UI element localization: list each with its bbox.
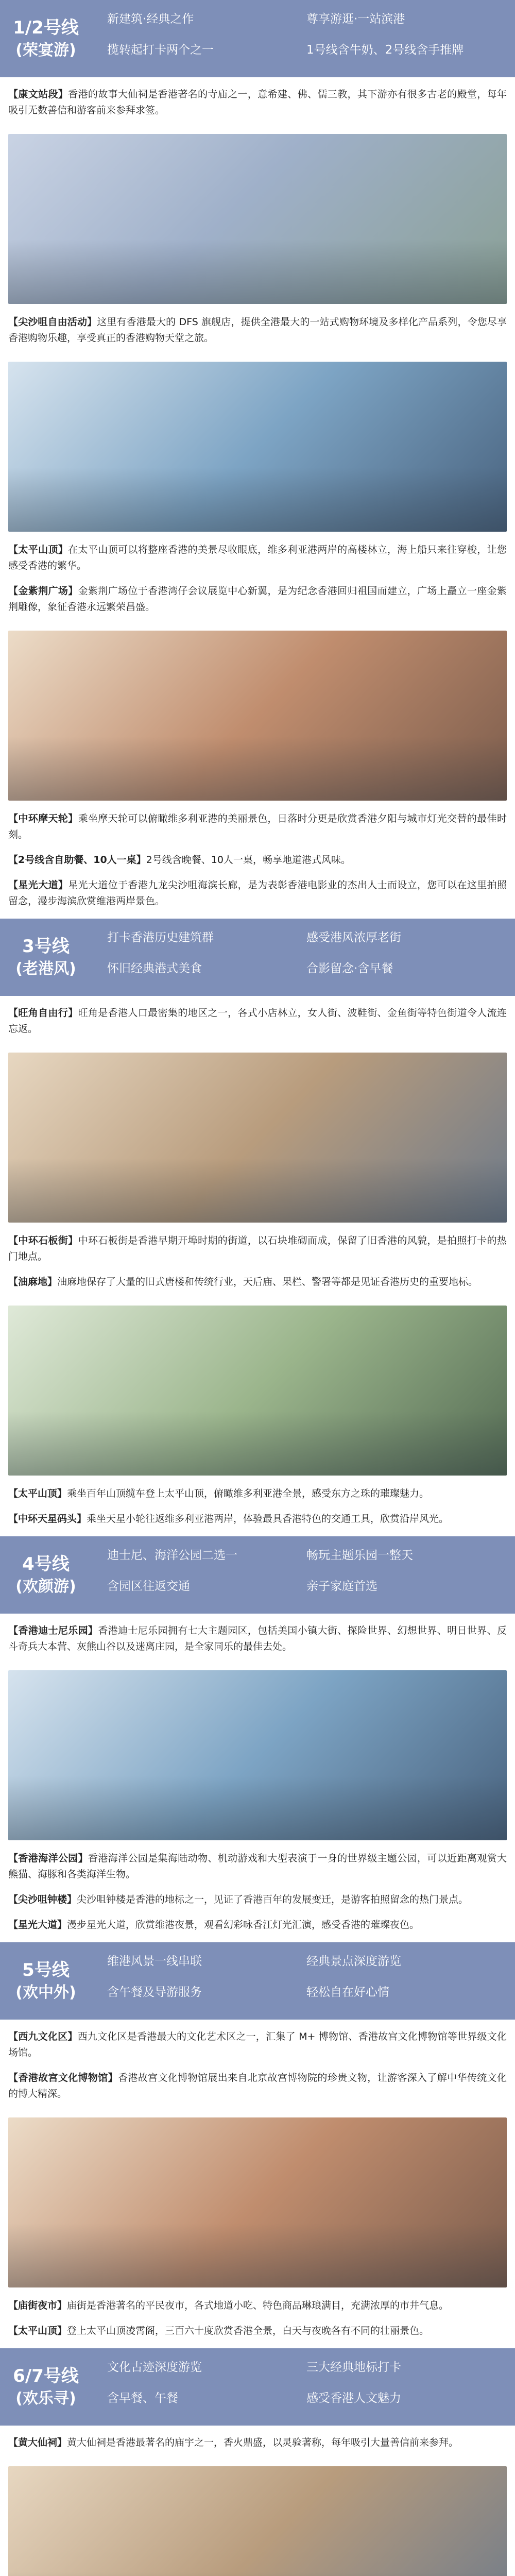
route-number: 3号线	[22, 936, 70, 957]
spot-name: 【中环摩天轮】	[8, 813, 78, 824]
route-tag: 畅玩主题乐园一整天	[306, 1549, 413, 1562]
route-tag: 合影留念·含早餐	[306, 962, 393, 975]
spot	[0, 1623, 515, 1664]
spot-name: 【西九文化区】	[8, 2031, 78, 2042]
route-number: 1/2号线	[13, 17, 79, 38]
spot-photo	[8, 1306, 507, 1476]
spot-text: 乘坐天星小轮往返维多利亚港两岸，体验最具香港特色的交通工具，欣赏沿岸风光。	[87, 1513, 449, 1524]
spot-name: 【旺角自由行】	[8, 1007, 78, 1019]
spot-text: 旺角是香港人口最密集的地区之一，各式小店林立，女人街、波鞋街、金鱼街等特色街道令人流连忘返。	[8, 1007, 507, 1035]
spot-name: 【香港故宫文化博物馆】	[8, 2072, 118, 2083]
spot-name: 【太平山顶】	[8, 544, 68, 555]
spot-paragraph	[8, 542, 507, 574]
spot-paragraph	[8, 2435, 507, 2451]
spot-text: 尖沙咀钟楼是香港的地标之一，见证了香港百年的发展变迁，是游客拍照留念的热门景点。	[77, 1894, 469, 1905]
route-tags	[92, 0, 515, 77]
spot-text: 乘坐摩天轮可以俯瞰维多利亚港的美丽景色，日落时分更是欣赏香港夕阳与城市灯光交替的最佳时刻。	[8, 813, 507, 840]
spot-photo	[8, 1670, 507, 1840]
spot-text: 香港迪士尼乐园拥有七大主题园区，包括美国小镇大街、探险世界、幻想世界、明日世界、反斗奇兵大本营、灰熊山谷以及迷离庄园，是全家同乐的最佳去处。	[8, 1625, 507, 1652]
spot-paragraph	[8, 811, 507, 843]
route-tags	[92, 1942, 515, 2020]
route-label	[0, 1536, 92, 1614]
spot-name: 【尖沙咀自由活动】	[8, 316, 97, 328]
spot	[0, 2435, 515, 2460]
spot	[0, 583, 515, 624]
route-section	[0, 1536, 515, 1942]
spot-paragraph	[8, 1233, 507, 1265]
route-section	[0, 919, 515, 1536]
route-tag: 含早餐、午餐	[107, 2392, 178, 2405]
route-tag: 经典景点深度游览	[306, 1955, 401, 1968]
route-tag: 三大经典地标打卡	[306, 2361, 401, 2374]
spot	[0, 1851, 515, 1892]
route-header	[0, 0, 515, 77]
route-tag: 迪士尼、海洋公园二选一	[107, 1549, 237, 1562]
spot-photo	[8, 1053, 507, 1223]
route-tag: 打卡香港历史建筑群	[107, 931, 214, 944]
route-tag: 含园区往返交通	[107, 1580, 190, 1593]
spot	[0, 852, 515, 877]
spot	[0, 2323, 515, 2348]
spot-paragraph	[8, 2323, 507, 2339]
spot-text: 星光大道位于香港九龙尖沙咀海滨长廊，是为表彰香港电影业的杰出人士而设立，您可以在这里拍照留念，漫步海滨欣赏维港两岸景色。	[8, 879, 507, 907]
spot-name: 【金紫荆广场】	[8, 585, 78, 597]
route-number: 4号线	[22, 1553, 70, 1574]
spot	[0, 811, 515, 852]
route-tags	[92, 919, 515, 996]
spot-text: 登上太平山顶凌霄阁，三百六十度欣赏香港全景，白天与夜晚各有不同的壮丽景色。	[67, 2325, 430, 2336]
spot-text: 香港海洋公园是集海陆动物、机动游戏和大型表演于一身的世界级主题公园，可以近距离观赏大熊猫、海豚和各类海洋生物。	[8, 1853, 507, 1880]
spot-text: 庙街是香港著名的平民夜市，各式地道小吃、特色商品琳琅满目，充满浓厚的市井气息。	[67, 2300, 449, 2311]
spot	[0, 1486, 515, 1511]
route-number: 6/7号线	[13, 2365, 79, 2386]
route-section	[0, 1942, 515, 2348]
spot	[0, 1005, 515, 1046]
route-tag: 文化古迹深度游览	[107, 2361, 202, 2374]
spot-text: 香港故宫文化博物馆展出来自北京故宫博物院的珍贵文物，让游客深入了解中华传统文化的博大精深。	[8, 2072, 507, 2099]
route-tag: 尊享游逛·一站滨港	[306, 12, 405, 26]
route-section	[0, 2348, 515, 2576]
spot-text: 香港的故事大仙祠是香港著名的寺庙之一，意希建、佛、儒三教，其下游亦有很多古老的殿堂，每年吸引无数善信和游客前来参拜求签。	[8, 89, 507, 116]
spot-paragraph	[8, 877, 507, 909]
spot	[0, 1892, 515, 1917]
route-label	[0, 1942, 92, 2020]
spot-photo	[8, 2466, 507, 2576]
spot-paragraph	[8, 2070, 507, 2102]
spot	[0, 1917, 515, 1942]
spot-name: 【庙街夜市】	[8, 2300, 67, 2311]
route-label	[0, 919, 92, 996]
route-header	[0, 1942, 515, 2020]
spot-text: 漫步星光大道，欣赏维港夜景，观看幻彩咏香江灯光汇演，感受香港的璀璨夜色。	[67, 1919, 420, 1930]
spot-text: 在太平山顶可以将整座香港的美景尽收眼底，维多利亚港两岸的高楼林立，海上船只来往穿梭，让您感受香港的繁华。	[8, 544, 507, 571]
route-theme: (欢乐寻)	[15, 2389, 76, 2408]
route-number: 5号线	[22, 1959, 70, 1980]
route-tag: 感受港风浓厚老街	[306, 931, 401, 944]
spot-text: 西九文化区是香港最大的文化艺术区之一，汇集了 M+ 博物馆、香港故宫文化博物馆等世界级文化场馆。	[8, 2031, 507, 2058]
spot-paragraph	[8, 1851, 507, 1883]
spot-text: 中环石板街是香港早期开埠时期的街道，以石块堆砌而成，保留了旧香港的风貌，是拍照打卡的热门地点。	[8, 1235, 507, 1262]
spot	[0, 314, 515, 355]
spot-photo	[8, 362, 507, 532]
spot-name: 【中环天星码头】	[8, 1513, 87, 1524]
spot-name: 【太平山顶】	[8, 2325, 67, 2336]
route-tag: 亲子家庭首选	[306, 1580, 377, 1593]
route-theme: (老港风)	[15, 959, 76, 978]
spot-paragraph	[8, 1917, 507, 1933]
spot-name: 【中环石板街】	[8, 1235, 78, 1246]
spot-name: 【油麻地】	[8, 1276, 58, 1287]
spot-paragraph	[8, 1274, 507, 1290]
route-section	[0, 0, 515, 919]
route-tags	[92, 1536, 515, 1614]
spot-photo	[8, 134, 507, 304]
spot-paragraph	[8, 583, 507, 615]
spot-text: 这里有香港最大的 DFS 旗舰店，提供全港最大的一站式购物环境及多样化产品系列，令您尽享香港购物乐趣，享受真正的香港购物天堂之旅。	[8, 316, 507, 344]
route-theme: (欢颜游)	[15, 1577, 76, 1596]
spot-text: 金紫荆广场位于香港湾仔会议展览中心新翼，是为纪念香港回归祖国而建立，广场上矗立一座金紫荆雕像，象征香港永远繁荣昌盛。	[8, 585, 507, 613]
spot	[0, 1511, 515, 1536]
spot-paragraph	[8, 1005, 507, 1037]
route-theme: (荣宴游)	[15, 41, 76, 59]
spot	[0, 87, 515, 128]
route-header	[0, 919, 515, 996]
spot-name: 【康文站段】	[8, 89, 68, 100]
route-tag: 轻松自在好心情	[306, 1986, 389, 1999]
spot-paragraph	[8, 1892, 507, 1908]
spot-text: 乘坐百年山顶缆车登上太平山顶，俯瞰维多利亚港全景，感受东方之珠的璀璨魅力。	[67, 1488, 430, 1499]
spot-paragraph	[8, 852, 507, 868]
route-header	[0, 1536, 515, 1614]
spot-name: 【黄大仙祠】	[8, 2437, 67, 2448]
spot-photo	[8, 2117, 507, 2287]
spot-text: 黄大仙祠是香港最著名的庙宇之一，香火鼎盛，以灵验著称，每年吸引大量善信前来参拜。	[67, 2437, 459, 2448]
spot-photo	[8, 631, 507, 801]
spot-name: 【香港海洋公园】	[8, 1853, 88, 1864]
spot-text: 2号线含晚餐、10人一桌，畅享地道港式风味。	[146, 854, 351, 866]
route-label	[0, 2348, 92, 2426]
spot-paragraph	[8, 314, 507, 346]
spot-paragraph	[8, 1511, 507, 1527]
spot-paragraph	[8, 87, 507, 118]
spot-paragraph	[8, 2029, 507, 2061]
spot-name: 【香港迪士尼乐园】	[8, 1625, 98, 1636]
route-tag: 含午餐及导游服务	[107, 1986, 202, 1999]
route-tag: 揽转起打卡两个之一	[107, 43, 214, 57]
spot	[0, 542, 515, 583]
spot-name: 【星光大道】	[8, 879, 68, 891]
spot	[0, 2298, 515, 2323]
spot-paragraph	[8, 1486, 507, 1502]
spot-text: 油麻地保存了大量的旧式唐楼和传统行业，天后庙、果栏、警署等都是见证香港历史的重要地标。	[57, 1276, 478, 1287]
spot-paragraph	[8, 2298, 507, 2314]
spot	[0, 1274, 515, 1299]
route-tag: 新建筑·经典之作	[107, 12, 194, 26]
spot-paragraph	[8, 1623, 507, 1655]
route-tag: 怀旧经典港式美食	[107, 962, 202, 975]
route-header	[0, 2348, 515, 2426]
spot-name: 【太平山顶】	[8, 1488, 67, 1499]
route-tag: 感受香港人文魅力	[306, 2392, 401, 2405]
spot-name: 【星光大道】	[8, 1919, 67, 1930]
route-tag: 1号线含牛奶、2号线含手推牌	[306, 43, 464, 57]
route-tags	[92, 2348, 515, 2426]
spot-name: 【2号线含自助餐、10人一桌】	[8, 854, 146, 866]
spot	[0, 2029, 515, 2070]
spot	[0, 877, 515, 919]
route-theme: (欢中外)	[15, 1983, 76, 2002]
spot	[0, 1233, 515, 1274]
route-tag: 维港风景一线串联	[107, 1955, 202, 1968]
spot	[0, 2070, 515, 2111]
spot-name: 【尖沙咀钟楼】	[8, 1894, 77, 1905]
route-label	[0, 0, 92, 77]
